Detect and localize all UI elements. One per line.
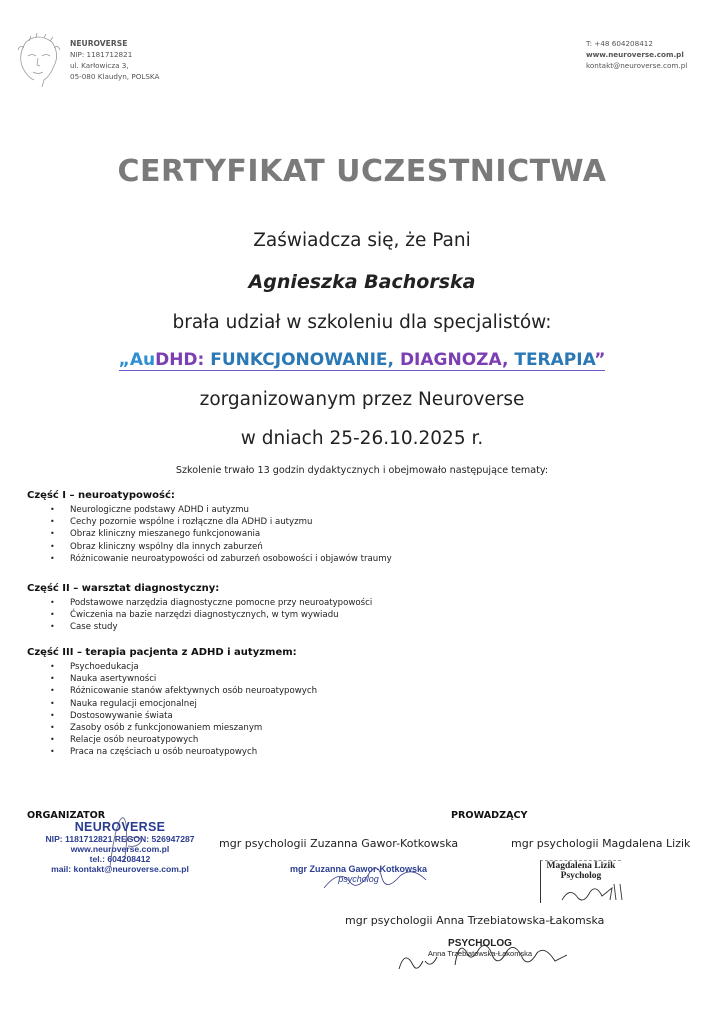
stamp-3-title: PSYCHOLOG [448, 938, 512, 949]
course-title-word1: FUNKCJONOWANIE, [210, 350, 400, 370]
list-item: • Różnicowanie neuroatypowości od zaburzeń osobowości i objawów traumy [70, 553, 392, 565]
header-website: www.neuroverse.com.pl [586, 50, 684, 59]
list-item: • Nauka asertywności [70, 673, 317, 685]
list-item: • Psychoedukacja [70, 661, 317, 673]
instructor-1-signature-icon [320, 858, 430, 898]
neuroverse-logo-icon [14, 32, 62, 88]
course-title-word3: TERAPIA [514, 350, 595, 370]
course-title-word2: DIAGNOZA, [399, 350, 515, 370]
stamp-3-name: Anna Trzebiatowska-Łakomska [427, 949, 533, 958]
header-phone: T: +48 604208412 [586, 39, 653, 48]
stamp-org-website: www.neuroverse.com.pl [70, 844, 170, 854]
instructor-2-name: mgr psychologii Magdalena Lizik [511, 837, 691, 850]
stamp-2-title: Psycholog [560, 871, 602, 881]
course-quote-close: ” [594, 350, 606, 370]
list-item: • Ćwiczenia na bazie narzędzi diagnostycznych, w tym wywiadu [70, 609, 372, 621]
attestation-line: Zaświadcza się, że Pani [253, 230, 471, 251]
instructor-3-name: mgr psychologii Anna Trzebiatowska-Łakomska [345, 914, 605, 927]
list-item: • Zasoby osób z funkcjonowaniem mieszanym [70, 722, 317, 734]
list-item: • Case study [70, 621, 372, 633]
instructor-1-name: mgr psychologii Zuzanna Gawor-Kotkowska [219, 837, 459, 850]
list-item: • Podstawowe narzędzia diagnostyczne pomocne przy neuroatypowości [70, 597, 372, 609]
header-city: 05-080 Klaudyn, POLSKA [70, 72, 160, 81]
stamp-1-name: mgr Zuzanna Gawor-Kotkowska [289, 864, 428, 874]
list-item: • Obraz kliniczny mieszanego funkcjonowania [70, 528, 392, 540]
part-1-title: Część I – neuroatypowość: [27, 490, 175, 501]
training-summary: Szkolenie trwało 13 godzin dydaktycznych i obejmowało następujące tematy: [175, 465, 549, 476]
recipient-name: Agnieszka Bachorska [248, 271, 476, 293]
stamp-org-ids: NIP: 1181712821 REGON: 526947287 [45, 834, 195, 844]
list-item: • Obraz kliniczny wspólny dla innych zaburzeń [70, 541, 392, 553]
stamp-1-title: psycholog [338, 874, 379, 884]
part-1-list [70, 504, 392, 565]
instructors-label: PROWADZĄCY [451, 810, 528, 821]
list-item: • Praca na częściach u osób neuroatypowych [70, 746, 317, 758]
header-company-info [70, 38, 159, 82]
part-3-title: Część III – terapia pacjenta z ADHD i autyzmem: [27, 647, 297, 658]
course-title-dhd: DHD: [155, 350, 211, 370]
stamp-2-name: Magdalena Lizik [546, 861, 616, 871]
instructor-2-signature-icon [560, 880, 630, 906]
part-3-list [70, 661, 317, 759]
part-2-list [70, 597, 372, 634]
organizer-stamp [40, 820, 200, 874]
header-org-name: NEUROVERSE [70, 39, 128, 48]
participation-line: brała udział w szkoleniu dla specjalistów: [172, 312, 552, 333]
header-contact-info [586, 38, 687, 71]
stamp-org-phone: tel.: 604208412 [89, 854, 151, 864]
course-quote-open: „ [118, 350, 130, 370]
instructor-3-signature-icon [395, 935, 575, 977]
stamp-org-email: mail: kontakt@neuroverse.com.pl [51, 864, 189, 874]
organizer-label: ORGANIZATOR [27, 810, 106, 821]
certificate-title: CERTYFIKAT UCZESTNICTWA [117, 154, 607, 189]
list-item: • Nauka regulacji emocjonalnej [70, 698, 317, 710]
course-title-au: Au [129, 350, 156, 370]
list-item: • Neurologiczne podstawy ADHD i autyzmu [70, 504, 392, 516]
organizer-line: zorganizowanym przez Neuroverse [199, 389, 525, 410]
list-item: • Cechy pozornie wspólne i rozłączne dla ADHD i autyzmu [70, 516, 392, 528]
header-email: kontakt@neuroverse.com.pl [586, 61, 688, 70]
list-item: • Relacje osób neuroatypowych [70, 734, 317, 746]
list-item: • Różnicowanie stanów afektywnych osób neuroatypowych [70, 685, 317, 697]
header-street: ul. Karłowicza 3, [70, 61, 129, 70]
course-title [0, 350, 724, 370]
part-2-title: Część II – warsztat diagnostyczny: [27, 583, 220, 594]
stamp-org-name: NEUROVERSE [74, 820, 166, 834]
dates-line: w dniach 25-26.10.2025 r. [240, 428, 484, 449]
list-item: • Dostosowywanie świata [70, 710, 317, 722]
header-nip: NIP: 1181712821 [70, 50, 133, 59]
